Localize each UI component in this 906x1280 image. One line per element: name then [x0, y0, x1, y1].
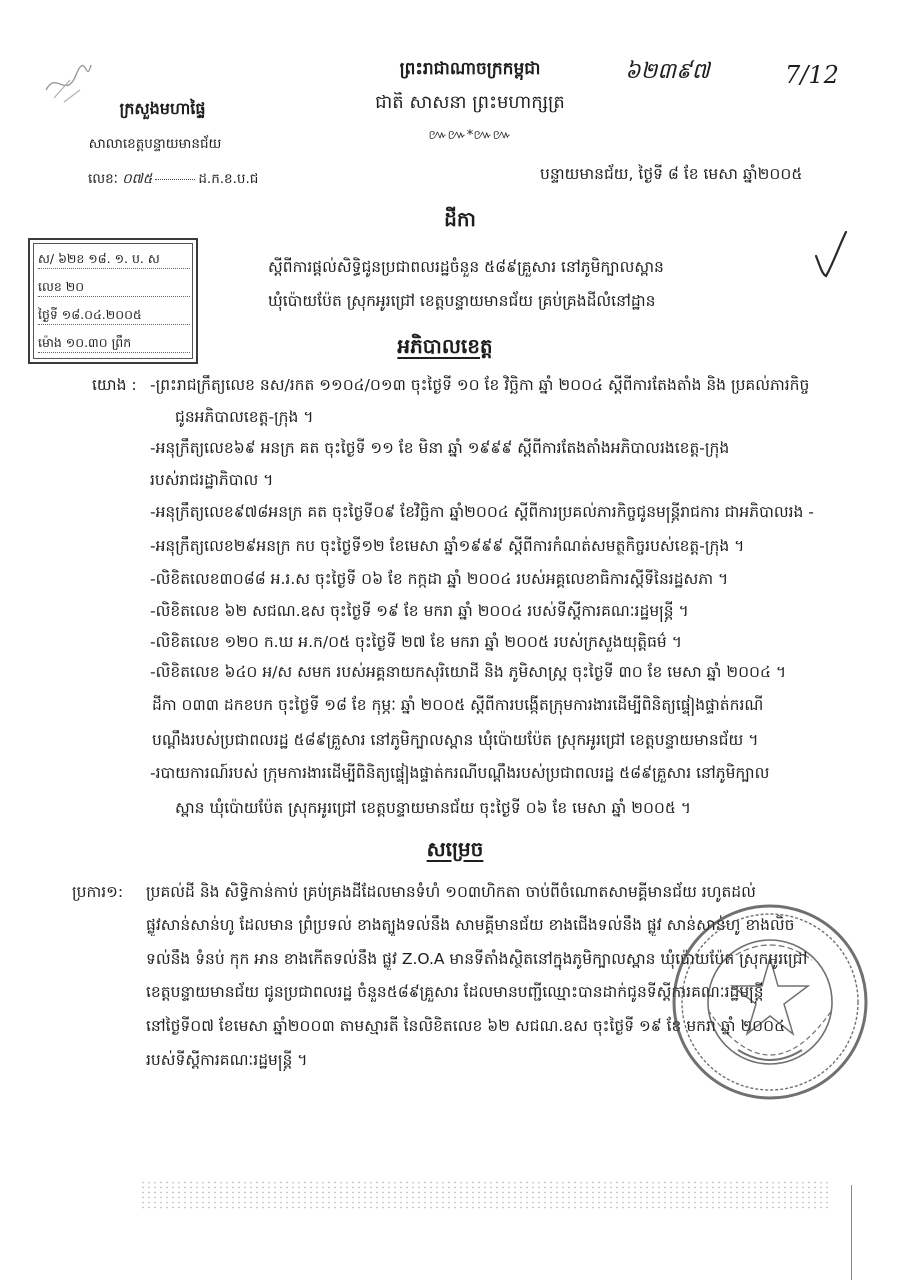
stamp-line: លេខ ២០: [38, 278, 190, 297]
reference-line: បណ្តឹងរបស់ប្រជាពលរដ្ឋ ៥៨៩គ្រួសារ នៅភូមិក្បាលស្ពាន ឃុំប៉ោយប៉ែត ស្រុកអូរជ្រៅ ខេត្តបន្ទាយមានជ័យ ។: [152, 731, 759, 749]
reference-line: ដីកា ០៣៣ ដកខបក ចុះថ្ងៃទី ១៨ ខែ កុម្ភៈ ឆ្នាំ ២០០៥ ស្តីពីការបង្កើតក្រុមការងារដើម្បីពិនិត្យផ្ទៀងផ្ទាត់ករណី: [152, 696, 764, 714]
reference-line: -លិខិតលេខ ១២០ ក.ឃ អ.ក/០៥ ចុះថ្ងៃទី ២៧ ខែ មករា ឆ្នាំ ២០០៥ របស់ក្រសួងយុត្តិធម៌ ។: [150, 633, 682, 651]
scribble-mark: [36, 50, 96, 110]
reference-line: ជូនអភិបាលខេត្ត-ក្រុង ។: [175, 408, 314, 426]
article-line: ទល់នឹង ទំនប់ កុក អាន ខាងកើតទល់នឹង ផ្លូវ Z.O.A មានទីតាំងស្ថិតនៅក្នុងភូមិក្បាលស្ពាន ឃុំប៉ោយប៉ែត ស្រុកអូរជ្រៅ: [146, 950, 808, 968]
ornament-divider: ៚៚*៚៚: [428, 127, 512, 143]
issuer-title: អភិបាលខេត្ត: [397, 334, 493, 358]
official-seal-icon: [668, 900, 872, 1104]
reference-line: របស់រាជរដ្ឋាភិបាល ។: [150, 471, 274, 489]
reference-line: -លិខិតលេខ ៦៤០ អ/ស សមក របស់អគ្គនាយកសុរិយោដី និង ភូមិសាស្ត្រ ចុះថ្ងៃទី ៣០ ខែ មេសា ឆ្នាំ ២០០៤ ។: [150, 663, 787, 681]
national-motto: ជាតិ សាសនា ព្រះមហាក្សត្រ: [375, 92, 565, 113]
provincial-office: សាលាខេត្តបន្ទាយមានជ័យ: [88, 136, 222, 152]
document-number-value: ០៧៥: [122, 171, 153, 187]
scan-noise: [140, 1180, 830, 1210]
stamp-line: ម៉ោង ១០.៣០ ព្រឹក: [38, 334, 190, 353]
handwritten-check-icon: [808, 226, 852, 282]
scan-edge-line: [851, 1185, 852, 1280]
reference-label: យោង :: [92, 376, 137, 394]
reference-line: -លិខិតលេខ ៦២ សជណ.ឧស ចុះថ្ងៃទី ១៩ ខែ មករា ឆ្នាំ ២០០៤ របស់ទីស្តីការគណៈរដ្ឋមន្ត្រី ។: [150, 602, 689, 620]
reference-line: -អនុក្រឹត្យលេខ៩៧៨អនក្រ គត ចុះថ្ងៃទី០៩ ខែវិច្ឆិកា ឆ្នាំ២០០៤ ស្តីពីការប្រគល់ភារកិច្ចជូនមន្ត្រីរាជការ ជាអភិបាលរង -: [150, 503, 814, 521]
reference-line: -អនុក្រឹត្យលេខ២៩អនក្រ កប ចុះថ្ងៃទី១២ ខែមេសា ឆ្នាំ១៩៩៩ ស្តីពីការកំណត់សមត្ថកិច្ចរបស់ខេត្ត-ក្រុង ។: [150, 537, 745, 555]
reference-line: -លិខិតលេខ៣០៨៨ អ.រ.ស ចុះថ្ងៃទី ០៦ ខែ កក្កដា ឆ្នាំ ២០០៤ របស់អគ្គលេខាធិការស្តីទីនៃរដ្ឋសភា ។: [150, 570, 729, 588]
decision-heading: សម្រេច: [426, 837, 484, 861]
reference-line: -ព្រះរាជក្រឹត្យលេខ នស/រកត ១១០៤/០១៣ ចុះថ្ងៃទី ១០ ខែ វិច្ឆិកា ឆ្នាំ ២០០៤ ស្តីពីការតែងតាំង និង ប្រគល់ភារកិច្ច: [150, 376, 810, 394]
dotted-leader: [155, 179, 195, 180]
document-number-label: លេខៈ: [88, 171, 118, 187]
reference-line: -របាយការណ៍របស់ ក្រុមការងារដើម្បីពិនិត្យផ្ទៀងផ្ទាត់ករណីបណ្តឹងរបស់ប្រជាពលរដ្ឋ ៥៨៩គ្រួសារ នៅភូមិក្បាល: [150, 764, 770, 782]
document-number-suffix: ដ.ក.ខ.ប.ជ: [198, 171, 259, 187]
date-line: បន្ទាយមានជ័យ, ថ្ងៃទី ៨ ខែ មេសា ឆ្នាំ២០០៥: [540, 165, 803, 183]
article-line: ផ្លូវសាន់សាន់ហូ ដែលមាន ព្រំប្រទល់ ខាងត្បូងទល់នឹង សាមគ្គីមានជ័យ ខាងជើងទល់នឹង ផ្លូវ សាន់សាន់ហូ ខាងលិច: [146, 916, 795, 934]
handwritten-reference: ៦២៣៩៧: [625, 59, 710, 84]
reference-line: ស្ពាន ឃុំប៉ោយប៉ែត ស្រុកអូរជ្រៅ ខេត្តបន្ទាយមានជ័យ ចុះថ្ងៃទី ០៦ ខែ មេសា ឆ្នាំ ២០០៥ ។: [175, 799, 692, 817]
stamp-line: ស/ ៦២ខ ១៨. ១. ប. ស: [38, 250, 190, 269]
subject-line: ស្តីពីការផ្តល់សិទ្ធិជូនប្រជាពលរដ្ឋចំនួន ៥៨៩គ្រួសារ នៅភូមិក្បាលស្ពាន: [268, 258, 664, 276]
handwritten-fraction: 7/12: [785, 61, 839, 89]
reference-line: -អនុក្រឹត្យលេខ៦៩ អនក្រ គត ចុះថ្ងៃទី ១១ ខែ មិនា ឆ្នាំ ១៩៩៩ ស្តីពីការតែងតាំងអភិបាលរងខេត្ត-ក្រុង: [150, 439, 730, 457]
document-type-title: ដីកា: [444, 207, 476, 231]
ministry-name: ក្រសួងមហាផ្ទៃ: [119, 99, 206, 118]
article-line: ប្រគល់ដី និង សិទ្ធិកាន់កាប់ គ្រប់គ្រងដីដែលមានទំហំ ១០៣ហិកតា ចាប់ពីចំណោតសាមគ្គីមានជ័យ រហូតដល់: [146, 883, 756, 901]
article-line: នៅថ្ងៃទី០៧ ខែមេសា ឆ្នាំ២០០៣ តាមស្មារតី នៃលិខិតលេខ ៦២ សជណ.ឧស ចុះថ្ងៃទី ១៩ ខែ មករា ឆ្នាំ ២០០៤: [146, 1017, 786, 1035]
article-label: ប្រការ១:: [72, 883, 124, 901]
subject-line: ឃុំប៉ោយប៉ែត ស្រុកអូរជ្រៅ ខេត្តបន្ទាយមានជ័យ គ្រប់គ្រងដីលំនៅដ្ឋាន: [268, 292, 656, 310]
article-line: របស់ទីស្តីការគណៈរដ្ឋមន្ត្រី ។: [146, 1051, 308, 1069]
stamp-line: ថ្ងៃទី ១៨.០៤.២០០៥: [38, 306, 190, 325]
kingdom-title: ព្រះរាជាណាចក្រកម្ពុជា: [399, 59, 541, 79]
article-line: ខេត្តបន្ទាយមានជ័យ ជូនប្រជាពលរដ្ឋ ចំនួន៥៨៩គ្រួសារ ដែលមានបញ្ជីឈ្មោះបានដាក់ជូនទីស្តីការគណៈរដ្ឋមន្ត្រី: [146, 983, 764, 1001]
received-stamp: [28, 238, 198, 364]
document-number: [88, 168, 263, 190]
